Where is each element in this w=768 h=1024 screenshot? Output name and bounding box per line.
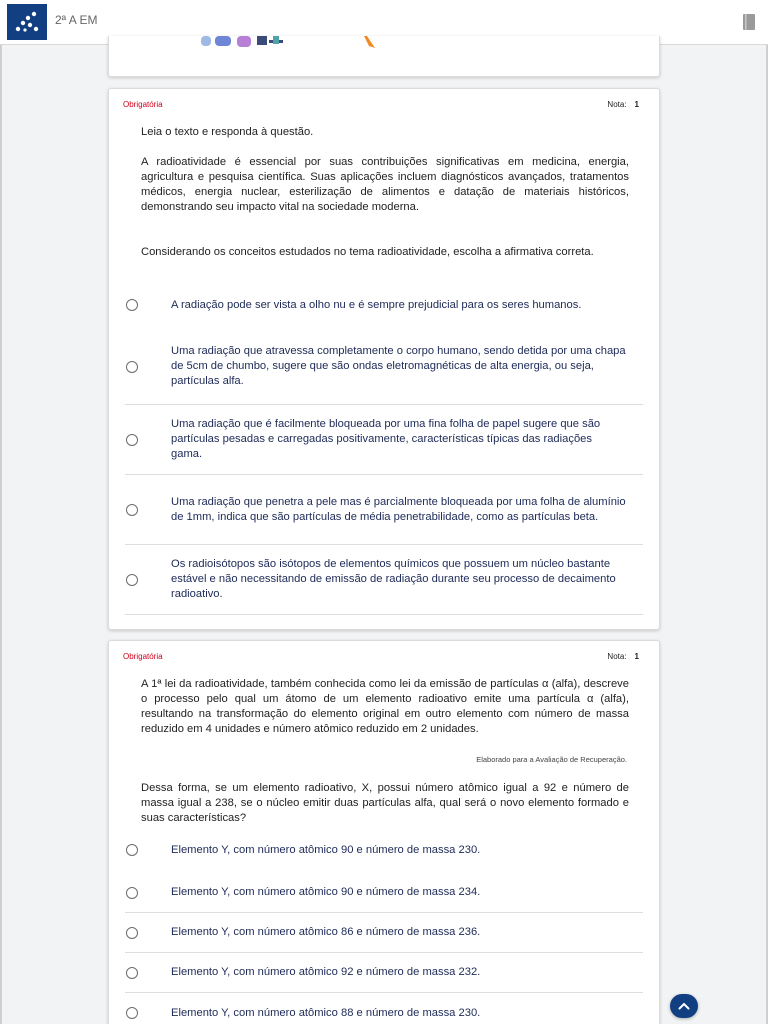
question-intro: Leia o texto e responda à questão. xyxy=(141,126,314,138)
answer-option[interactable] xyxy=(125,329,643,405)
radio-button[interactable] xyxy=(126,927,138,939)
grade-label: Nota: xyxy=(607,100,627,109)
option-label: Uma radiação que penetra a pele mas é parcialmente bloqueada por uma folha de alumínio de 1mm, indica que são partículas de média penetrabilidade, como as partículas beta. xyxy=(171,495,626,523)
previous-card xyxy=(108,36,660,77)
option-label: A radiação pode ser vista a olho nu e é sempre prejudicial para os seres humanos. xyxy=(171,298,582,311)
radio-button[interactable] xyxy=(126,361,138,373)
scroll-to-top-button[interactable] xyxy=(670,994,698,1018)
question-text: A 1ª lei da radioatividade, também conhecida como lei da emissão de partículas α (alfa), descreve o processo pelo qual um átomo de um elemento radioativo emite uma partícula α (alfa), resultando na transformação do elemento original em outro elemento com número de massa reduzido em 4 unidades e número atômico reduzido em 2 unidades. xyxy=(141,678,629,735)
option-label: Os radioisótopos são isótopos de elementos químicos que possuem um núcleo bastante estável e não necessitando de emissão de radiação durante seu processo de decaimento radioativo. xyxy=(171,558,616,600)
question-source: Elaborado para a Avaliação de Recuperação. xyxy=(476,755,627,764)
radio-button[interactable] xyxy=(126,967,138,979)
option-label: Uma radiação que é facilmente bloqueada por uma fina folha de papel sugere que são partículas pesadas e carregadas positivamente, características típicas das radiações gama. xyxy=(171,418,601,460)
grade-value: 1 xyxy=(634,100,639,109)
answer-option[interactable] xyxy=(125,913,643,953)
answer-option[interactable] xyxy=(125,953,643,993)
answer-option[interactable] xyxy=(125,993,643,1024)
class-title: 2ª A EM xyxy=(55,13,98,27)
answer-option[interactable] xyxy=(125,545,643,615)
option-label: Elemento Y, com número atômico 88 e número de massa 230. xyxy=(171,1006,481,1019)
radio-button[interactable] xyxy=(126,887,138,899)
required-label: Obrigatória xyxy=(123,652,163,661)
radio-button[interactable] xyxy=(126,434,138,446)
option-label: Elemento Y, com número atômico 86 e número de massa 236. xyxy=(171,926,481,938)
radio-button[interactable] xyxy=(126,299,138,311)
answer-option[interactable] xyxy=(125,873,643,913)
question-prompt: Dessa forma, se um elemento radioativo, X, possui número atômico igual a 92 e número de massa igual a 238, se o núcleo emitir duas partículas alfa, qual será o novo elemento formado e suas características? xyxy=(141,782,629,824)
page-frame-left xyxy=(0,45,2,1024)
answer-option[interactable] xyxy=(125,835,643,865)
grade xyxy=(607,652,639,661)
option-label: Elemento Y, com número atômico 90 e número de massa 230. xyxy=(171,843,481,856)
app-logo-icon[interactable] xyxy=(7,4,47,40)
grade-label: Nota: xyxy=(607,652,627,661)
option-label: Uma radiação que atravessa completamente o corpo humano, sendo detida por uma chapa de 5cm de chumbo, sugere que são ondas eletromagnéticas de alta energia, ou seja, partículas alfa. xyxy=(171,345,626,387)
answer-option[interactable] xyxy=(125,285,643,325)
answer-option[interactable] xyxy=(125,475,643,545)
question-prompt: Considerando os conceitos estudados no tema radioatividade, escolha a afirmativa correta. xyxy=(141,246,594,258)
required-label: Obrigatória xyxy=(123,100,163,109)
question-illustration xyxy=(189,36,489,52)
option-label: Elemento Y, com número atômico 90 e número de massa 234. xyxy=(171,886,481,898)
answer-option[interactable] xyxy=(125,405,643,475)
radio-button[interactable] xyxy=(126,1007,138,1019)
grade xyxy=(607,100,639,109)
question-text: A radioatividade é essencial por suas contribuições significativas em medicina, energia, agricultura e pesquisa científica. Suas aplicações incluem diagnósticos avançados, tratamentos médicos, energia nuclear, esterilização de alimentos e datação de materiais históricos, demonstrando seu impacto vital na sociedade moderna. xyxy=(141,156,629,213)
grade-value: 1 xyxy=(634,652,639,661)
question-card-2 xyxy=(108,640,660,1024)
chevron-up-icon xyxy=(678,1002,690,1010)
option-label: Elemento Y, com número atômico 92 e número de massa 232. xyxy=(171,966,481,978)
radio-button[interactable] xyxy=(126,504,138,516)
radio-button[interactable] xyxy=(126,574,138,586)
radio-button[interactable] xyxy=(126,844,138,856)
question-card-1 xyxy=(108,88,660,630)
book-icon[interactable] xyxy=(742,13,756,31)
